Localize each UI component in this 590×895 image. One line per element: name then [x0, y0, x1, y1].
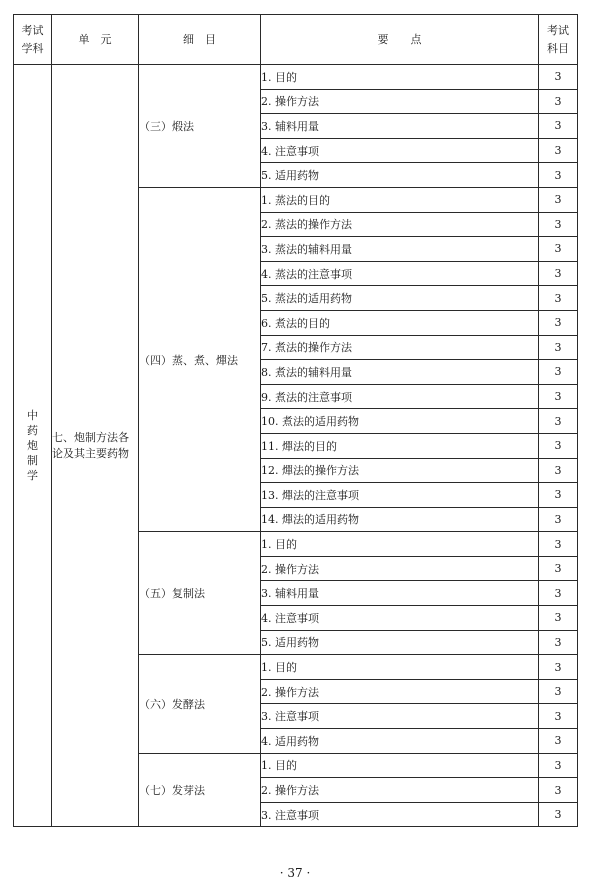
level-cell: 3 [539, 89, 578, 114]
level-cell: 3 [539, 581, 578, 606]
level-cell: 3 [539, 630, 578, 655]
level-cell: 3 [539, 507, 578, 532]
header-unit: 单 元 [52, 15, 139, 65]
unit-cell: 七、炮制方法各论及其主要药物 [52, 65, 139, 827]
table-row [14, 65, 578, 90]
point-cell: 3. 注意事项 [261, 704, 539, 729]
point-cell: 9. 煮法的注意事项 [261, 384, 539, 409]
point-cell: 5. 适用药物 [261, 163, 539, 188]
point-cell: 4. 注意事项 [261, 138, 539, 163]
point-cell: 1. 蒸法的目的 [261, 187, 539, 212]
detail-cell: （六）发酵法 [139, 655, 261, 753]
level-cell: 3 [539, 360, 578, 385]
level-cell: 3 [539, 532, 578, 557]
level-cell: 3 [539, 335, 578, 360]
point-cell: 1. 目的 [261, 532, 539, 557]
level-cell: 3 [539, 237, 578, 262]
point-cell: 1. 目的 [261, 65, 539, 90]
header-level-text: 考试 科目 [547, 23, 569, 55]
level-cell: 3 [539, 679, 578, 704]
detail-cell: （七）发芽法 [139, 753, 261, 827]
point-cell: 3. 辅料用量 [261, 114, 539, 139]
point-cell: 11. 燀法的目的 [261, 433, 539, 458]
point-cell: 2. 操作方法 [261, 778, 539, 803]
level-cell: 3 [539, 138, 578, 163]
header-point: 要 点 [261, 15, 539, 65]
point-cell: 2. 蒸法的操作方法 [261, 212, 539, 237]
level-cell: 3 [539, 409, 578, 434]
level-cell: 3 [539, 458, 578, 483]
level-cell: 3 [539, 163, 578, 188]
point-cell: 7. 煮法的操作方法 [261, 335, 539, 360]
level-cell: 3 [539, 114, 578, 139]
point-cell: 4. 蒸法的注意事项 [261, 261, 539, 286]
level-cell: 3 [539, 753, 578, 778]
point-cell: 12. 燀法的操作方法 [261, 458, 539, 483]
level-cell: 3 [539, 433, 578, 458]
header-level [539, 15, 578, 65]
point-cell: 3. 蒸法的辅料用量 [261, 237, 539, 262]
point-cell: 10. 煮法的适用药物 [261, 409, 539, 434]
point-cell: 13. 燀法的注意事项 [261, 483, 539, 508]
point-cell: 2. 操作方法 [261, 556, 539, 581]
point-cell: 5. 适用药物 [261, 630, 539, 655]
point-cell: 1. 目的 [261, 655, 539, 680]
level-cell: 3 [539, 65, 578, 90]
level-cell: 3 [539, 655, 578, 680]
level-cell: 3 [539, 384, 578, 409]
level-cell: 3 [539, 483, 578, 508]
level-cell: 3 [539, 778, 578, 803]
subject-text: 中药炮制学 [27, 409, 38, 483]
level-cell: 3 [539, 802, 578, 827]
table-body [14, 65, 578, 827]
detail-cell: （五）复制法 [139, 532, 261, 655]
header-row [14, 15, 578, 65]
header-detail: 细 目 [139, 15, 261, 65]
point-cell: 8. 煮法的辅料用量 [261, 360, 539, 385]
header-subject [14, 15, 52, 65]
header-subject-text: 考试 学科 [21, 23, 44, 55]
point-cell: 4. 适用药物 [261, 729, 539, 754]
level-cell: 3 [539, 286, 578, 311]
level-cell: 3 [539, 729, 578, 754]
point-cell: 6. 煮法的目的 [261, 310, 539, 335]
level-cell: 3 [539, 704, 578, 729]
level-cell: 3 [539, 261, 578, 286]
point-cell: 2. 操作方法 [261, 679, 539, 704]
level-cell: 3 [539, 606, 578, 631]
level-cell: 3 [539, 310, 578, 335]
point-cell: 2. 操作方法 [261, 89, 539, 114]
point-cell: 4. 注意事项 [261, 606, 539, 631]
point-cell: 1. 目的 [261, 753, 539, 778]
detail-cell: （四）蒸、煮、燀法 [139, 187, 261, 531]
point-cell: 5. 蒸法的适用药物 [261, 286, 539, 311]
point-cell: 3. 注意事项 [261, 802, 539, 827]
level-cell: 3 [539, 187, 578, 212]
point-cell: 14. 燀法的适用药物 [261, 507, 539, 532]
level-cell: 3 [539, 212, 578, 237]
syllabus-table [13, 14, 578, 827]
page-number: · 37 · [279, 866, 311, 880]
point-cell: 3. 辅料用量 [261, 581, 539, 606]
level-cell: 3 [539, 556, 578, 581]
detail-cell: （三）煅法 [139, 65, 261, 188]
subject-cell [14, 65, 52, 827]
